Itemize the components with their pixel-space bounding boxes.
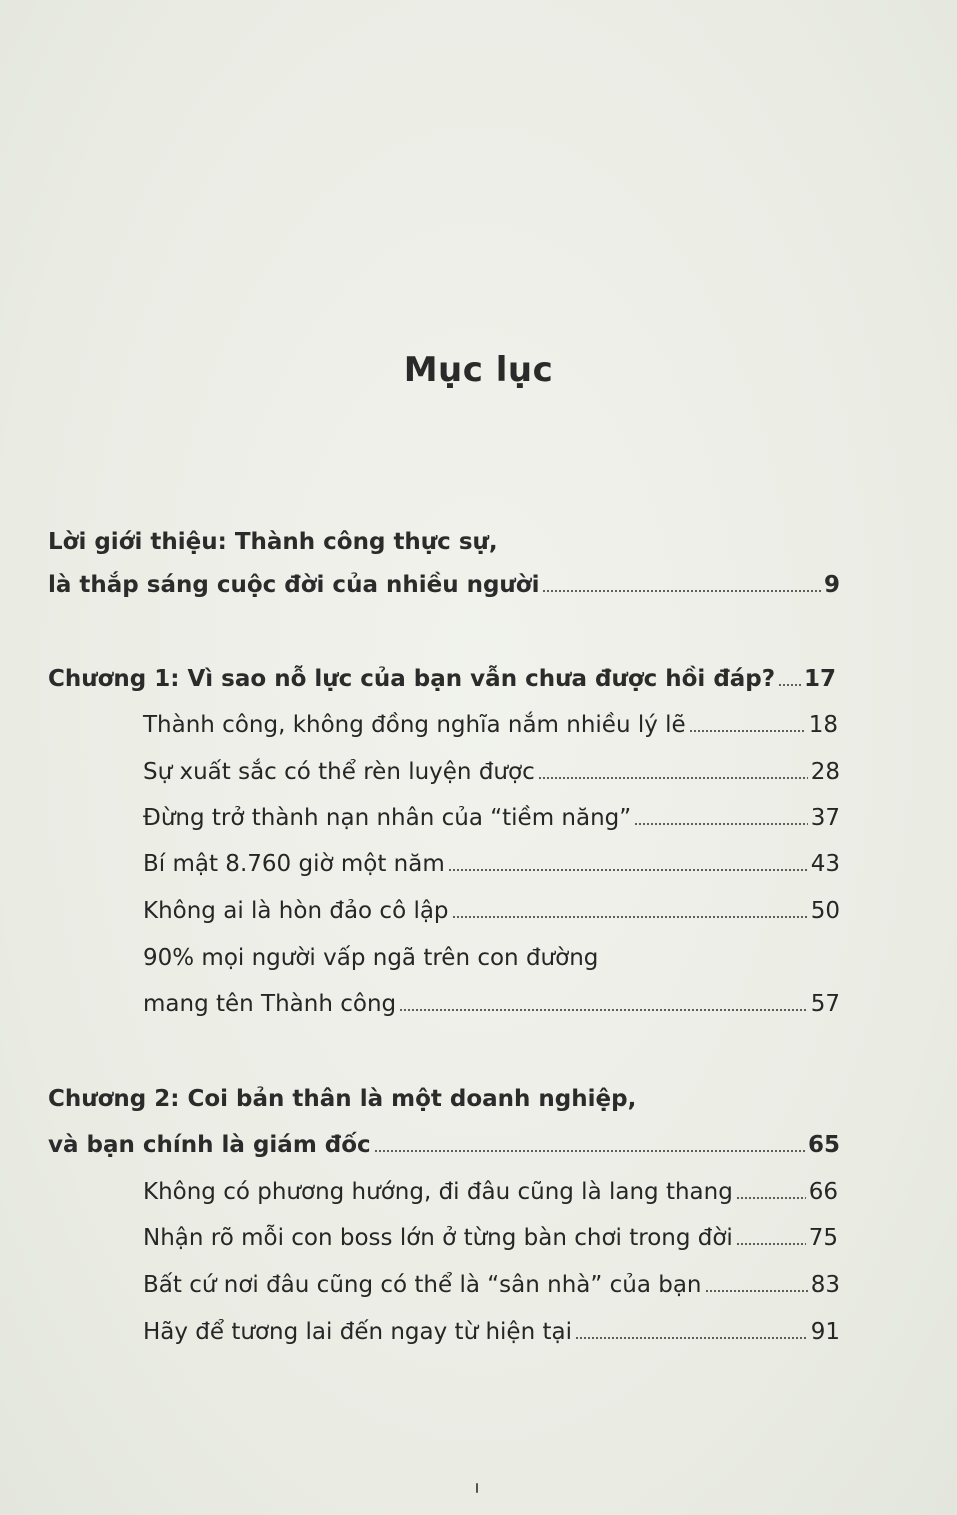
toc-entry-title: Đừng trở thành nạn nhân của “tiềm năng” <box>143 805 632 831</box>
toc-entry-title-cont: mang tên Thành công <box>143 991 397 1017</box>
toc-entry[interactable] <box>143 1223 838 1253</box>
toc-entry-page: 66 <box>808 1179 838 1205</box>
toc-entry[interactable] <box>143 1317 840 1347</box>
toc-entry-title: Bất cứ nơi đâu cũng có thể là “sân nhà” của bạn <box>143 1272 702 1298</box>
toc-entry-title: Thành công, không đồng nghĩa nắm nhiều lý lẽ <box>143 712 686 738</box>
toc-intro-page: 9 <box>823 572 840 598</box>
toc-entry-line1 <box>143 943 840 973</box>
toc-intro-line1 <box>48 527 848 557</box>
dot-leader <box>399 1009 808 1011</box>
toc-entry[interactable] <box>143 1177 838 1207</box>
toc-chapter2-heading-line2[interactable] <box>48 1130 840 1160</box>
toc-entry-title: Hãy để tương lai đến ngay từ hiện tại <box>143 1319 572 1345</box>
toc-entry-title: Bí mật 8.760 giờ một năm <box>143 851 445 877</box>
dot-leader <box>542 590 821 592</box>
dot-leader <box>538 777 808 779</box>
toc-chapter2-title-2: và bạn chính là giám đốc <box>48 1132 371 1158</box>
toc-entry-title: Nhận rõ mỗi con boss lớn ở từng bàn chơi trong đời <box>143 1225 733 1251</box>
dot-leader <box>736 1197 806 1199</box>
page-title: Mục lục <box>403 350 554 390</box>
toc-entry-title: Không ai là hòn đảo cô lập <box>143 898 449 924</box>
toc-entry-title: Không có phương hướng, đi đâu cũng là lang thang <box>143 1179 733 1205</box>
fold-mark <box>476 1483 478 1493</box>
dot-leader <box>448 869 808 871</box>
dot-leader <box>736 1243 806 1245</box>
toc-entry[interactable] <box>143 896 840 926</box>
toc-entry-page: 57 <box>810 991 840 1017</box>
toc-entry[interactable] <box>143 710 838 740</box>
toc-chapter1-title: Chương 1: Vì sao nỗ lực của bạn vẫn chưa được hồi đáp? <box>48 666 776 692</box>
dot-leader <box>575 1337 808 1339</box>
toc-intro-line2[interactable] <box>48 570 840 600</box>
toc-entry-page: 43 <box>810 851 840 877</box>
toc-intro-title-2: là thắp sáng cuộc đời của nhiều người <box>48 572 540 598</box>
toc-entry[interactable] <box>143 757 840 787</box>
toc-chapter1-page: 17 <box>803 666 836 692</box>
toc-chapter2-page: 65 <box>807 1132 840 1158</box>
toc-chapter2-title-1: Chương 2: Coi bản thân là một doanh nghiệp, <box>48 1086 637 1112</box>
toc-entry-page: 91 <box>810 1319 840 1345</box>
toc-entry[interactable] <box>143 1270 840 1300</box>
toc-intro-title-1: Lời giới thiệu: Thành công thực sự, <box>48 529 498 555</box>
dot-leader <box>778 684 801 686</box>
toc-entry-page: 83 <box>810 1272 840 1298</box>
dot-leader <box>689 730 806 732</box>
toc-entry-page: 37 <box>810 805 840 831</box>
toc-entry-page: 50 <box>810 898 840 924</box>
dot-leader <box>705 1290 808 1292</box>
toc-chapter1-heading[interactable] <box>48 664 836 694</box>
toc-entry-title: 90% mọi người vấp ngã trên con đường <box>143 945 599 971</box>
toc-entry-page: 75 <box>808 1225 838 1251</box>
dot-leader <box>634 823 808 825</box>
toc-entry-title: Sự xuất sắc có thể rèn luyện được <box>143 759 535 785</box>
toc-entry[interactable] <box>143 849 840 879</box>
toc-entry[interactable] <box>143 803 840 833</box>
toc-entry-page: 28 <box>810 759 840 785</box>
dot-leader <box>374 1150 805 1152</box>
toc-chapter2-heading-line1 <box>48 1084 848 1114</box>
dot-leader <box>452 916 808 918</box>
toc-entry-page: 18 <box>808 712 838 738</box>
toc-entry-line2[interactable] <box>143 989 840 1019</box>
